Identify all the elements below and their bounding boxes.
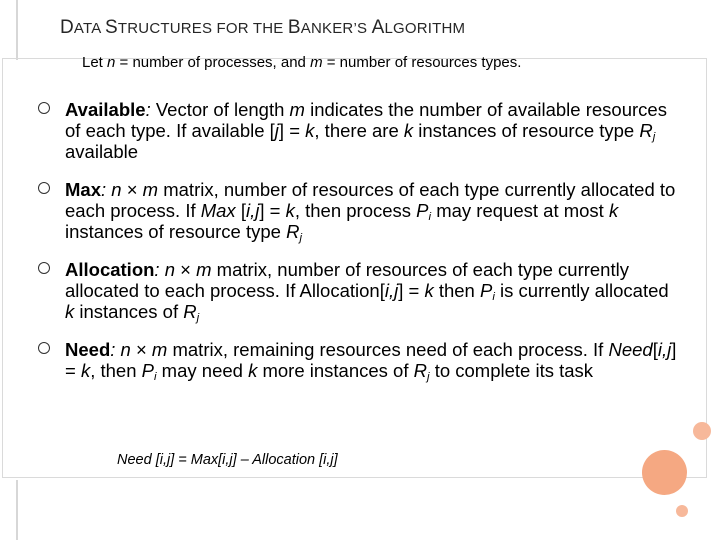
bullet-allocation: Allocation: n × m matrix, number of resources of each type currently allocated to each process. If Allocation[i,j] = k then $P_i$ is currently allocated k instances of $R_j$ bbox=[38, 259, 678, 322]
slide-title: DATA STRUCTURES FOR THE BANKER’S ALGORITHM bbox=[60, 17, 466, 38]
circle-bullet-icon bbox=[38, 262, 50, 274]
term-allocation: Allocation bbox=[65, 259, 155, 280]
decorative-circle-small-bottom bbox=[676, 505, 688, 517]
decorative-circle-small-top bbox=[693, 422, 711, 440]
bullet-need: Need: n × m matrix, remaining resources need of each process. If Need[i,j] = k, then $P_i$ may need k more instances of $R_j$ to complete its task bbox=[38, 339, 678, 381]
bullet-max: Max: n × m matrix, number of resources of each type currently allocated to each process. If Max [i,j] = k, then process $P_i$ may request at most k instances of resource type $R_j$ bbox=[38, 179, 678, 242]
circle-bullet-icon bbox=[38, 182, 50, 194]
decorative-circle-large bbox=[642, 450, 687, 495]
circle-bullet-icon bbox=[38, 342, 50, 354]
need-formula: Need [i,j] = Max[i,j] – Allocation [i,j] bbox=[117, 452, 338, 468]
circle-bullet-icon bbox=[38, 102, 50, 114]
term-need: Need bbox=[65, 339, 111, 360]
slide-subtitle: Let n = number of processes, and m = number of resources types. bbox=[82, 54, 522, 71]
bullet-available: Available: Vector of length m indicates the number of available resources of each type. If available [j] = k, there are k instances of resource type $R_j$ available bbox=[38, 99, 678, 162]
top-decoration-line bbox=[16, 0, 18, 60]
bottom-decoration-line bbox=[16, 480, 18, 540]
term-available: Available bbox=[65, 99, 146, 120]
term-max: Max bbox=[65, 179, 101, 200]
bullet-list bbox=[38, 99, 678, 398]
